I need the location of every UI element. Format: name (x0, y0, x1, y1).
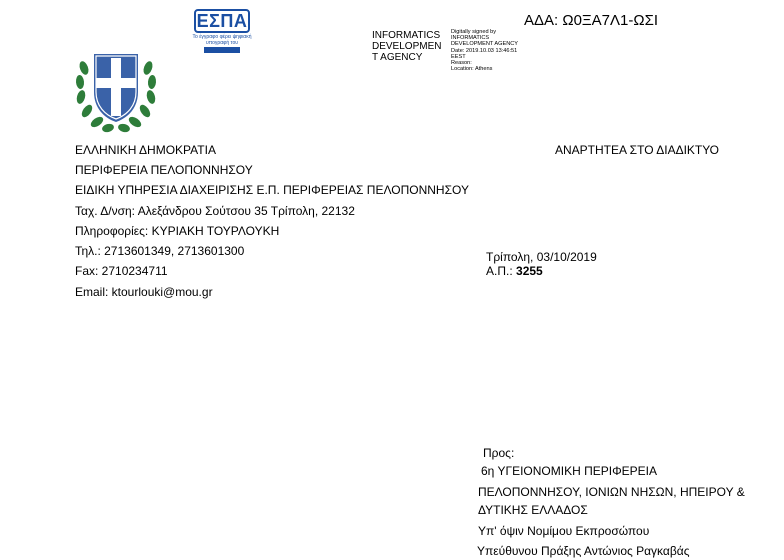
recipient-line: ΠΕΛΟΠΟΝΝΗΣΟΥ, ΙΟΝΙΩΝ ΝΗΣΩΝ, ΗΠΕΙΡΟΥ & (478, 485, 745, 499)
sender-region: ΠΕΡΙΦΕΡΕΙΑ ΠΕΛΟΠΟΝΝΗΣΟΥ (75, 163, 253, 177)
recipient-line: Υπεύθυνου Πράξης Αντώνιος Ραγκαβάς (477, 544, 690, 558)
espa-logo-text: ΕΣΠΑ (194, 9, 250, 33)
recipient-line: Υπ' όψιν Νομίμου Εκπροσώπου (478, 524, 650, 538)
signature-agency (372, 30, 441, 63)
signature-detail-line: DEVELOPMENT AGENCY (451, 41, 519, 48)
protocol-number (486, 264, 543, 278)
sender-phone: Τηλ.: 2713601349, 2713601300 (75, 244, 245, 258)
recipient-label: Προς: (483, 446, 515, 460)
sender-email: Email: ktourlouki@mou.gr (75, 285, 213, 299)
protocol-value: 3255 (516, 264, 543, 278)
signature-agency-line: DEVELOPMEN (372, 41, 442, 52)
publish-note: ΑΝΑΡΤΗΤΕΑ ΣΤΟ ΔΙΑΔΙΚΤΥΟ (555, 143, 719, 157)
greek-emblem-icon (74, 48, 158, 134)
recipient-line: 6η ΥΓΕΙΟΝΟΜΙΚΗ ΠΕΡΙΦΕΡΕΙΑ (481, 464, 658, 478)
sender-service: ΕΙΔΙΚΗ ΥΠΗΡΕΣΙΑ ΔΙΑΧΕΙΡΙΣΗΣ Ε.Π. ΠΕΡΙΦΕΡΕΙΑΣ ΠΕΛΟΠΟΝΝΗΣΟΥ (75, 183, 469, 197)
document-date: Τρίπολη, 03/10/2019 (486, 250, 597, 264)
sender-fax: Fax: 2710234711 (75, 264, 168, 278)
signature-details (451, 29, 518, 72)
recipient-line: ΔΥΤΙΚΗΣ ΕΛΛΑΔΟΣ (478, 503, 588, 517)
signature-agency-line: INFORMATICS (372, 30, 441, 41)
signature-detail-line: INFORMATICS (451, 35, 490, 42)
ada-code: ΑΔΑ: Ω0ΞΑ7Λ1-ΩΣΙ (524, 12, 659, 29)
sender-contact-person: Πληροφορίες: ΚΥΡΙΑΚΗ ΤΟΥΡΛΟΥΚΗ (75, 224, 280, 238)
sender-address: Ταχ. Δ/νση: Αλεξάνδρου Σούτσου 35 Τρίπολη, 22132 (75, 204, 355, 218)
signature-detail-line: Reason: (451, 60, 472, 67)
signature-detail-line: EEST (451, 53, 466, 60)
signature-agency-line: T AGENCY (372, 52, 423, 63)
signature-detail-line: Date: 2019.10.03 13:46:51 (451, 47, 518, 54)
espa-logo-subtext: Το έγγραφο φέρει ψηφιακή υπογραφή του (192, 34, 252, 46)
eu-flag-strip (204, 47, 240, 53)
espa-logo (190, 7, 254, 54)
protocol-label: Α.Π.: (486, 264, 517, 278)
signature-detail-line: Digitally signed by (451, 29, 497, 35)
signature-detail-line: Location: Athens (451, 66, 493, 73)
sender-country: ΕΛΛΗΝΙΚΗ ΔΗΜΟΚΡΑΤΙΑ (75, 143, 216, 157)
